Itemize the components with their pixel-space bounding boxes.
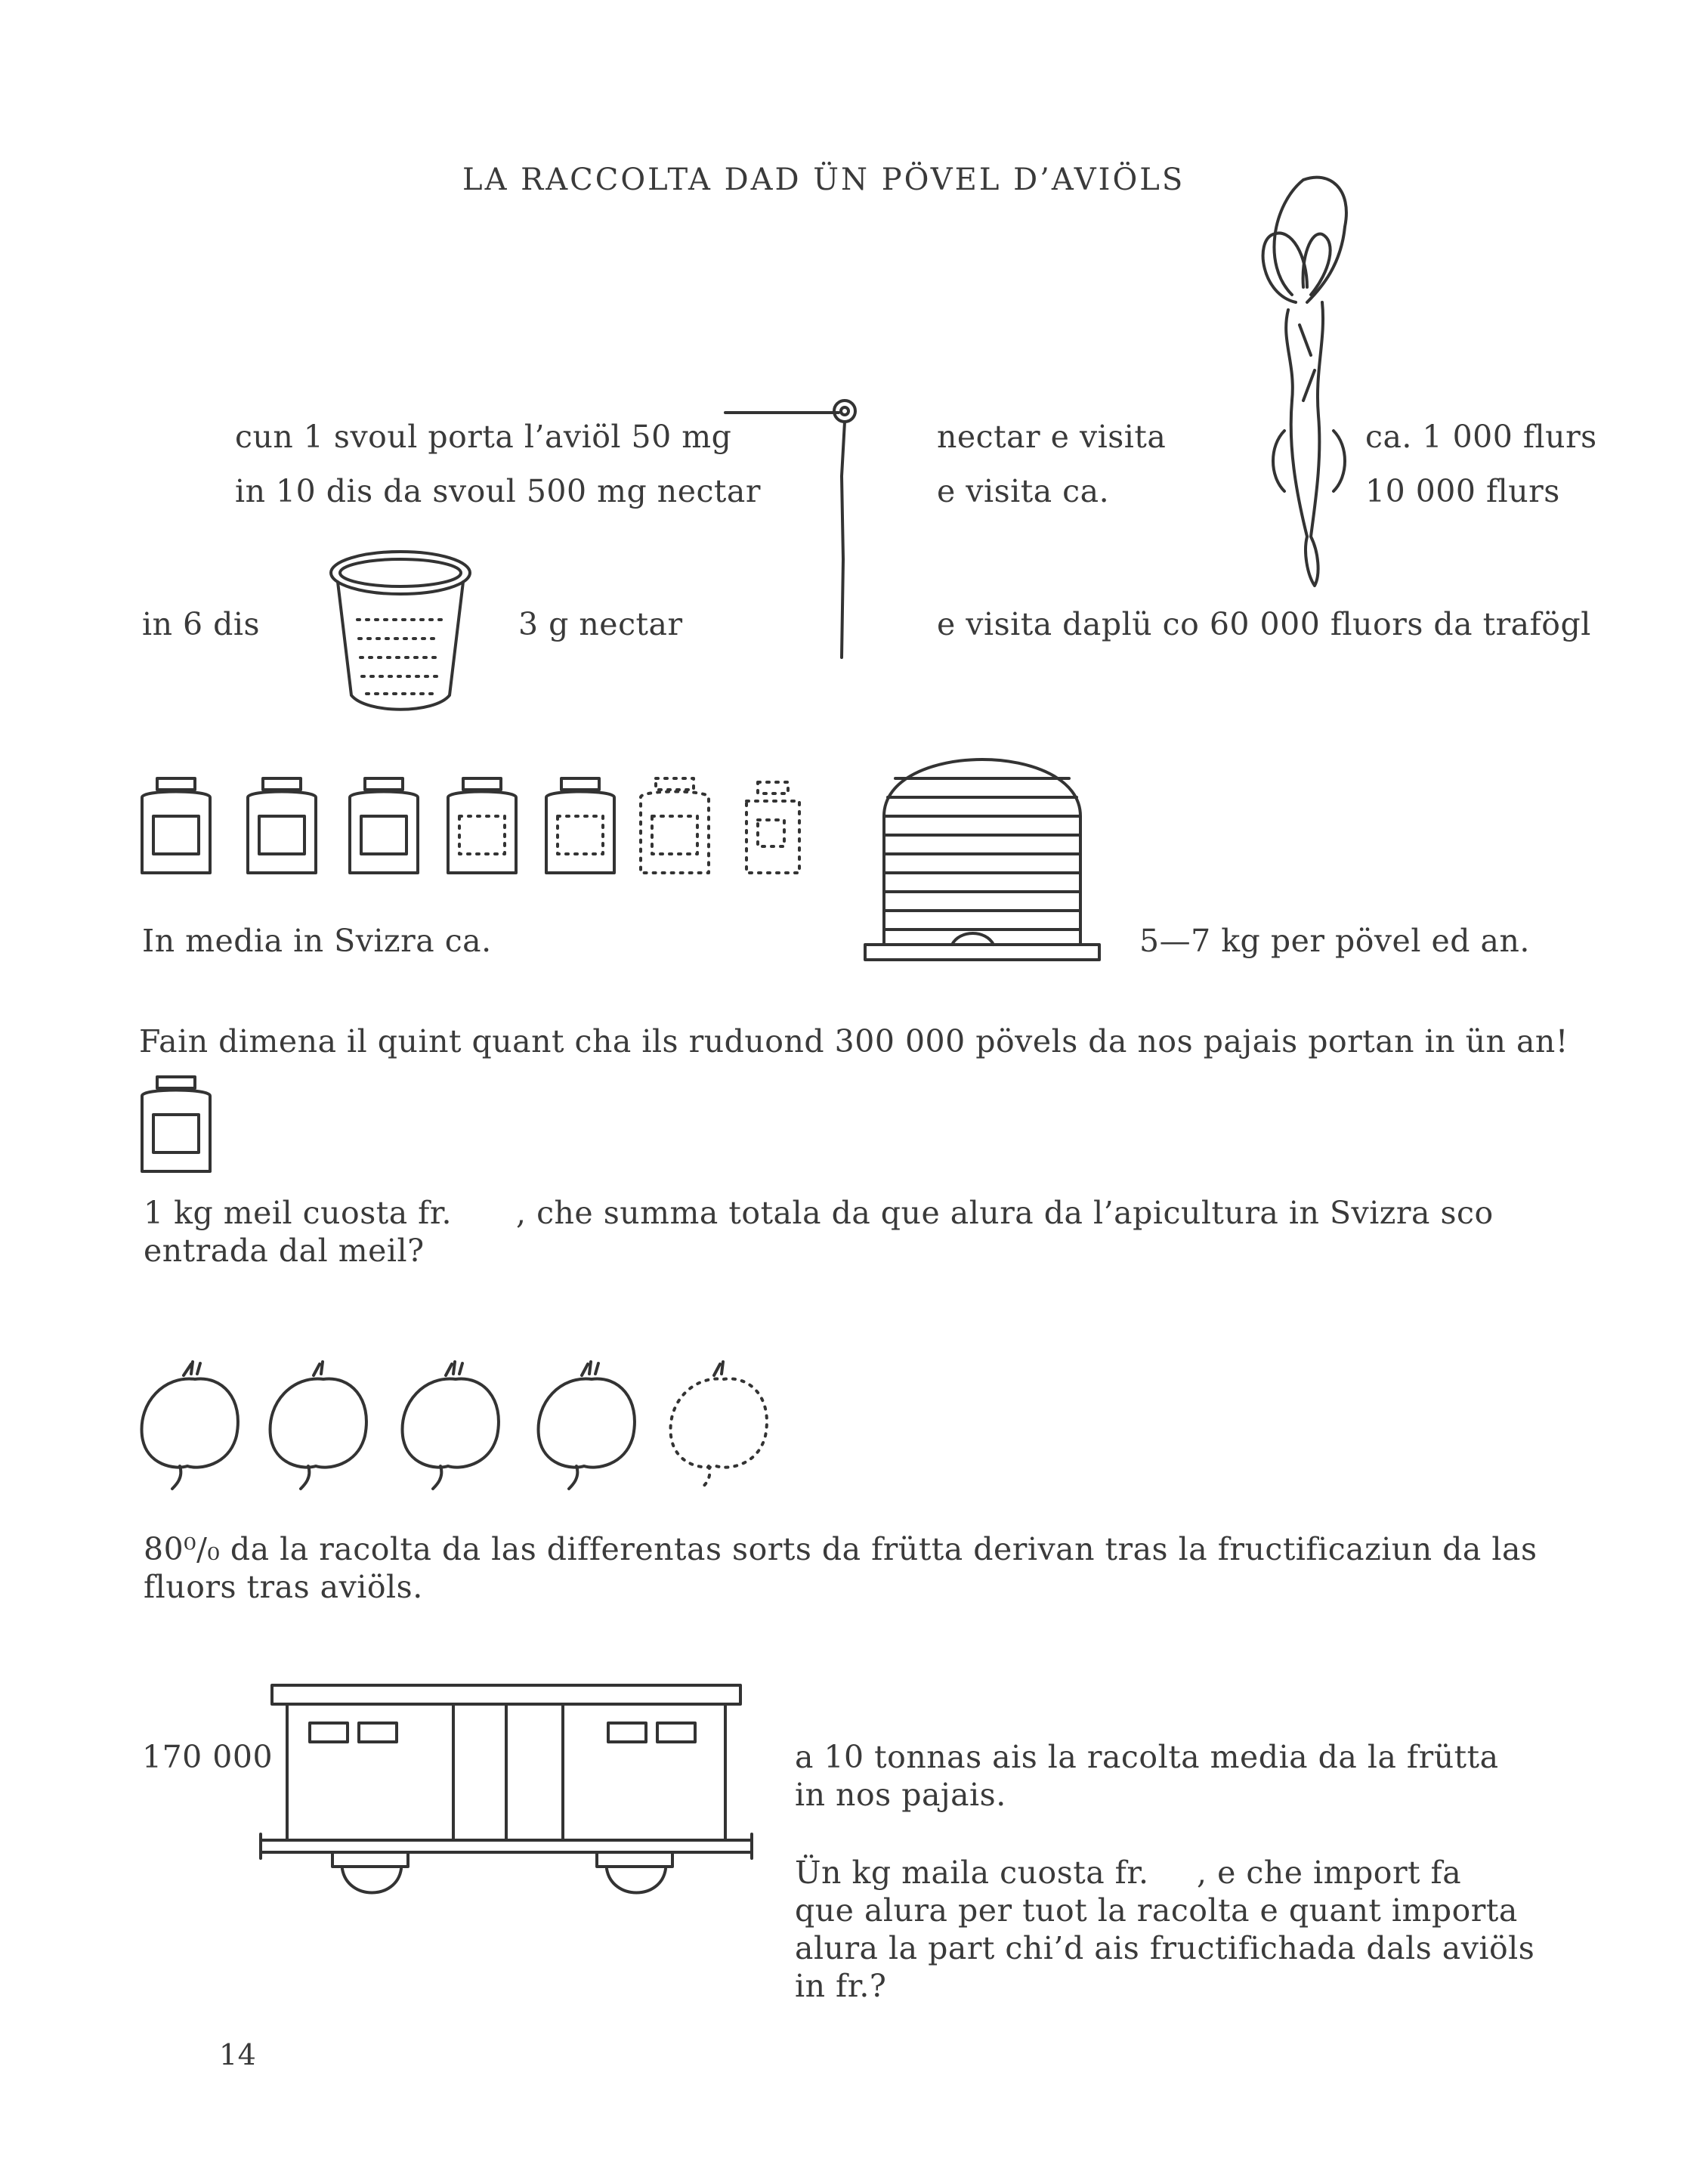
clover-text: e visita daplü co 60 000 fluors da trafögl [937, 606, 1591, 642]
honey-jar-3 [350, 778, 418, 873]
honey-jar-1 [142, 778, 210, 873]
honey-jar-5 [546, 778, 614, 873]
honey-jar-4 [448, 778, 516, 873]
page-title: LA RACCOLTA DAD ÜN PÖVEL D’AVIÖLS [462, 162, 1185, 197]
apple-1 [142, 1362, 238, 1489]
honey-jar-6-partial [641, 778, 709, 873]
apples-row [138, 1360, 803, 1496]
wagon-text-1: a 10 tonnas ais la racolta media da la frütta [795, 1739, 1499, 1775]
nectar-text-line-2: in 10 dis da svoul 500 mg nectar [235, 473, 761, 509]
honey-price-question-2: entrada dal meil? [144, 1233, 425, 1269]
days-text: in 6 dis [142, 606, 261, 642]
average-text: In media in Svizra ca. [142, 923, 492, 959]
visit-text-line-2: e visita ca. [937, 473, 1110, 509]
freight-wagon-illustration [253, 1674, 767, 1916]
nectar-text-line-1: cun 1 svoul porta l’aviöl 50 mg [235, 419, 732, 455]
honey-jar-2 [248, 778, 316, 873]
apple-4 [539, 1362, 635, 1489]
apple-price-question-1: , e che import fa [1197, 1855, 1462, 1891]
honey-price-question: , che summa totala da que alura da l’apicultura in Svizra sco [516, 1195, 1494, 1231]
apple-5-partial [671, 1362, 767, 1489]
page-number: 14 [219, 2038, 257, 2071]
apple-3 [403, 1362, 499, 1489]
beehive-illustration [854, 725, 1111, 975]
pin-illustration [725, 393, 876, 665]
apple-2 [270, 1362, 366, 1489]
honey-question-text: Fain dimena il quint quant cha ils ruduond 300 000 pövels da nos pajais portan in ün an! [139, 1023, 1568, 1060]
apple-price-question-4: in fr.? [795, 1968, 887, 2004]
single-honey-jar [138, 1069, 221, 1183]
fruit-percent-text-2: fluors tras aviöls. [144, 1569, 423, 1605]
apple-price-question-3: alura la part chi’d ais fructifichada dals aviöls [795, 1930, 1535, 1966]
fruit-percent-text-1: 80⁰/₀ da la racolta da las differentas sorts da frütta derivan tras la fructificaziun da las [144, 1531, 1538, 1567]
visit-text-line-1: nectar e visita [937, 419, 1167, 455]
honey-price-label: 1 kg meil cuosta fr. [144, 1195, 452, 1231]
honey-jar-7-partial [746, 782, 799, 873]
wagon-text-2: in nos pajais. [795, 1777, 1006, 1813]
wagon-count-text: 170 000 [142, 1739, 274, 1775]
apple-price-question-2: que alura per tuot la racolta e quant importa [795, 1892, 1518, 1929]
honey-jars-row [138, 771, 833, 884]
apple-price-label: Ün kg maila cuosta fr. [795, 1855, 1149, 1891]
grams-text: 3 g nectar [518, 606, 683, 642]
clover-flower-illustration [1239, 174, 1368, 597]
flowers-text-line-2: 10 000 flurs [1365, 473, 1560, 509]
thimble-illustration [321, 544, 480, 725]
per-hive-text: 5—7 kg per pövel ed an. [1139, 923, 1530, 959]
flowers-text-line-1: ca. 1 000 flurs [1365, 419, 1597, 455]
